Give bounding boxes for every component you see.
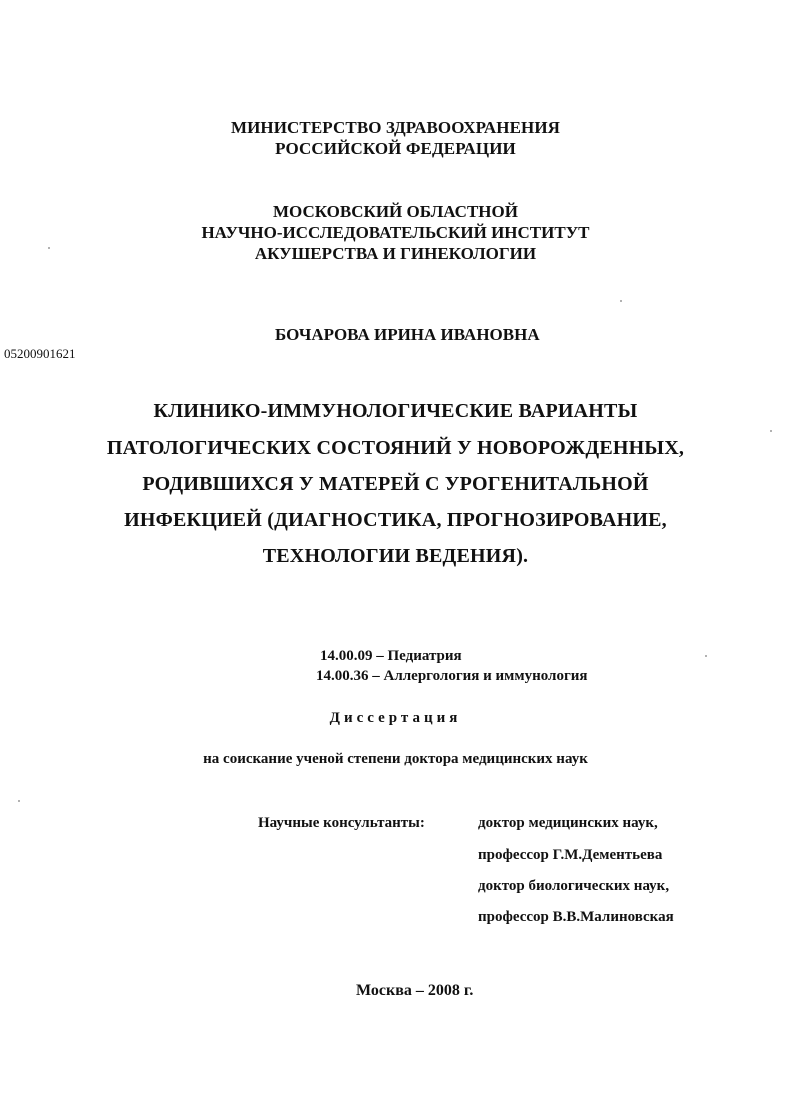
title-line-5: ТЕХНОЛОГИИ ВЕДЕНИЯ).	[262, 545, 529, 567]
consultant-line-1: доктор медицинских наук,	[478, 815, 658, 831]
scan-speck	[18, 800, 20, 802]
institute-line-1: МОСКОВСКИЙ ОБЛАСТНОЙ	[273, 202, 518, 221]
ministry-line-1: МИНИСТЕРСТВО ЗДРАВООХРАНЕНИЯ	[230, 118, 561, 137]
scan-speck	[48, 247, 50, 249]
consultant-line-3: доктор биологических наук,	[478, 878, 670, 894]
consultant-line-4: профессор В.В.Малиновская	[478, 909, 674, 925]
title-line-4: ИНФЕКЦИЕЙ (ДИАГНОСТИКА, ПРОГНОЗИРОВАНИЕ,	[124, 509, 667, 531]
title-line-3: РОДИВШИХСЯ У МАТЕРЕЙ С УРОГЕНИТАЛЬНОЙ	[142, 473, 649, 495]
title-line-1: КЛИНИКО-ИММУНОЛОГИЧЕСКИЕ ВАРИАНТЫ	[153, 400, 638, 422]
scan-speck	[705, 655, 707, 657]
institute-line-3: АКУШЕРСТВА И ГИНЕКОЛОГИИ	[254, 244, 537, 263]
institute-line-2: НАУЧНО-ИССЛЕДОВАТЕЛЬСКИЙ ИНСТИТУТ	[201, 223, 590, 242]
degree-line: на соискание ученой степени доктора медицинских наук	[203, 751, 588, 767]
title-line-2: ПАТОЛОГИЧЕСКИХ СОСТОЯНИЙ У НОВОРОЖДЕННЫХ,	[106, 437, 685, 459]
catalog-number: 05200901621	[4, 346, 76, 361]
specialty-1: 14.00.09 – Педиатрия	[320, 648, 462, 664]
specialty-2: 14.00.36 – Аллергология и иммунология	[316, 668, 588, 684]
city-year: Москва – 2008 г.	[356, 982, 474, 999]
author-name: БОЧАРОВА ИРИНА ИВАНОВНА	[275, 325, 540, 344]
consultants-label: Научные консультанты:	[258, 815, 425, 831]
document-type: Диссертация	[329, 710, 462, 726]
scan-speck	[620, 300, 622, 302]
scan-speck	[770, 430, 772, 432]
ministry-line-2: РОССИЙСКОЙ ФЕДЕРАЦИИ	[275, 139, 516, 158]
consultant-line-2: профессор Г.М.Дементьева	[478, 847, 663, 863]
